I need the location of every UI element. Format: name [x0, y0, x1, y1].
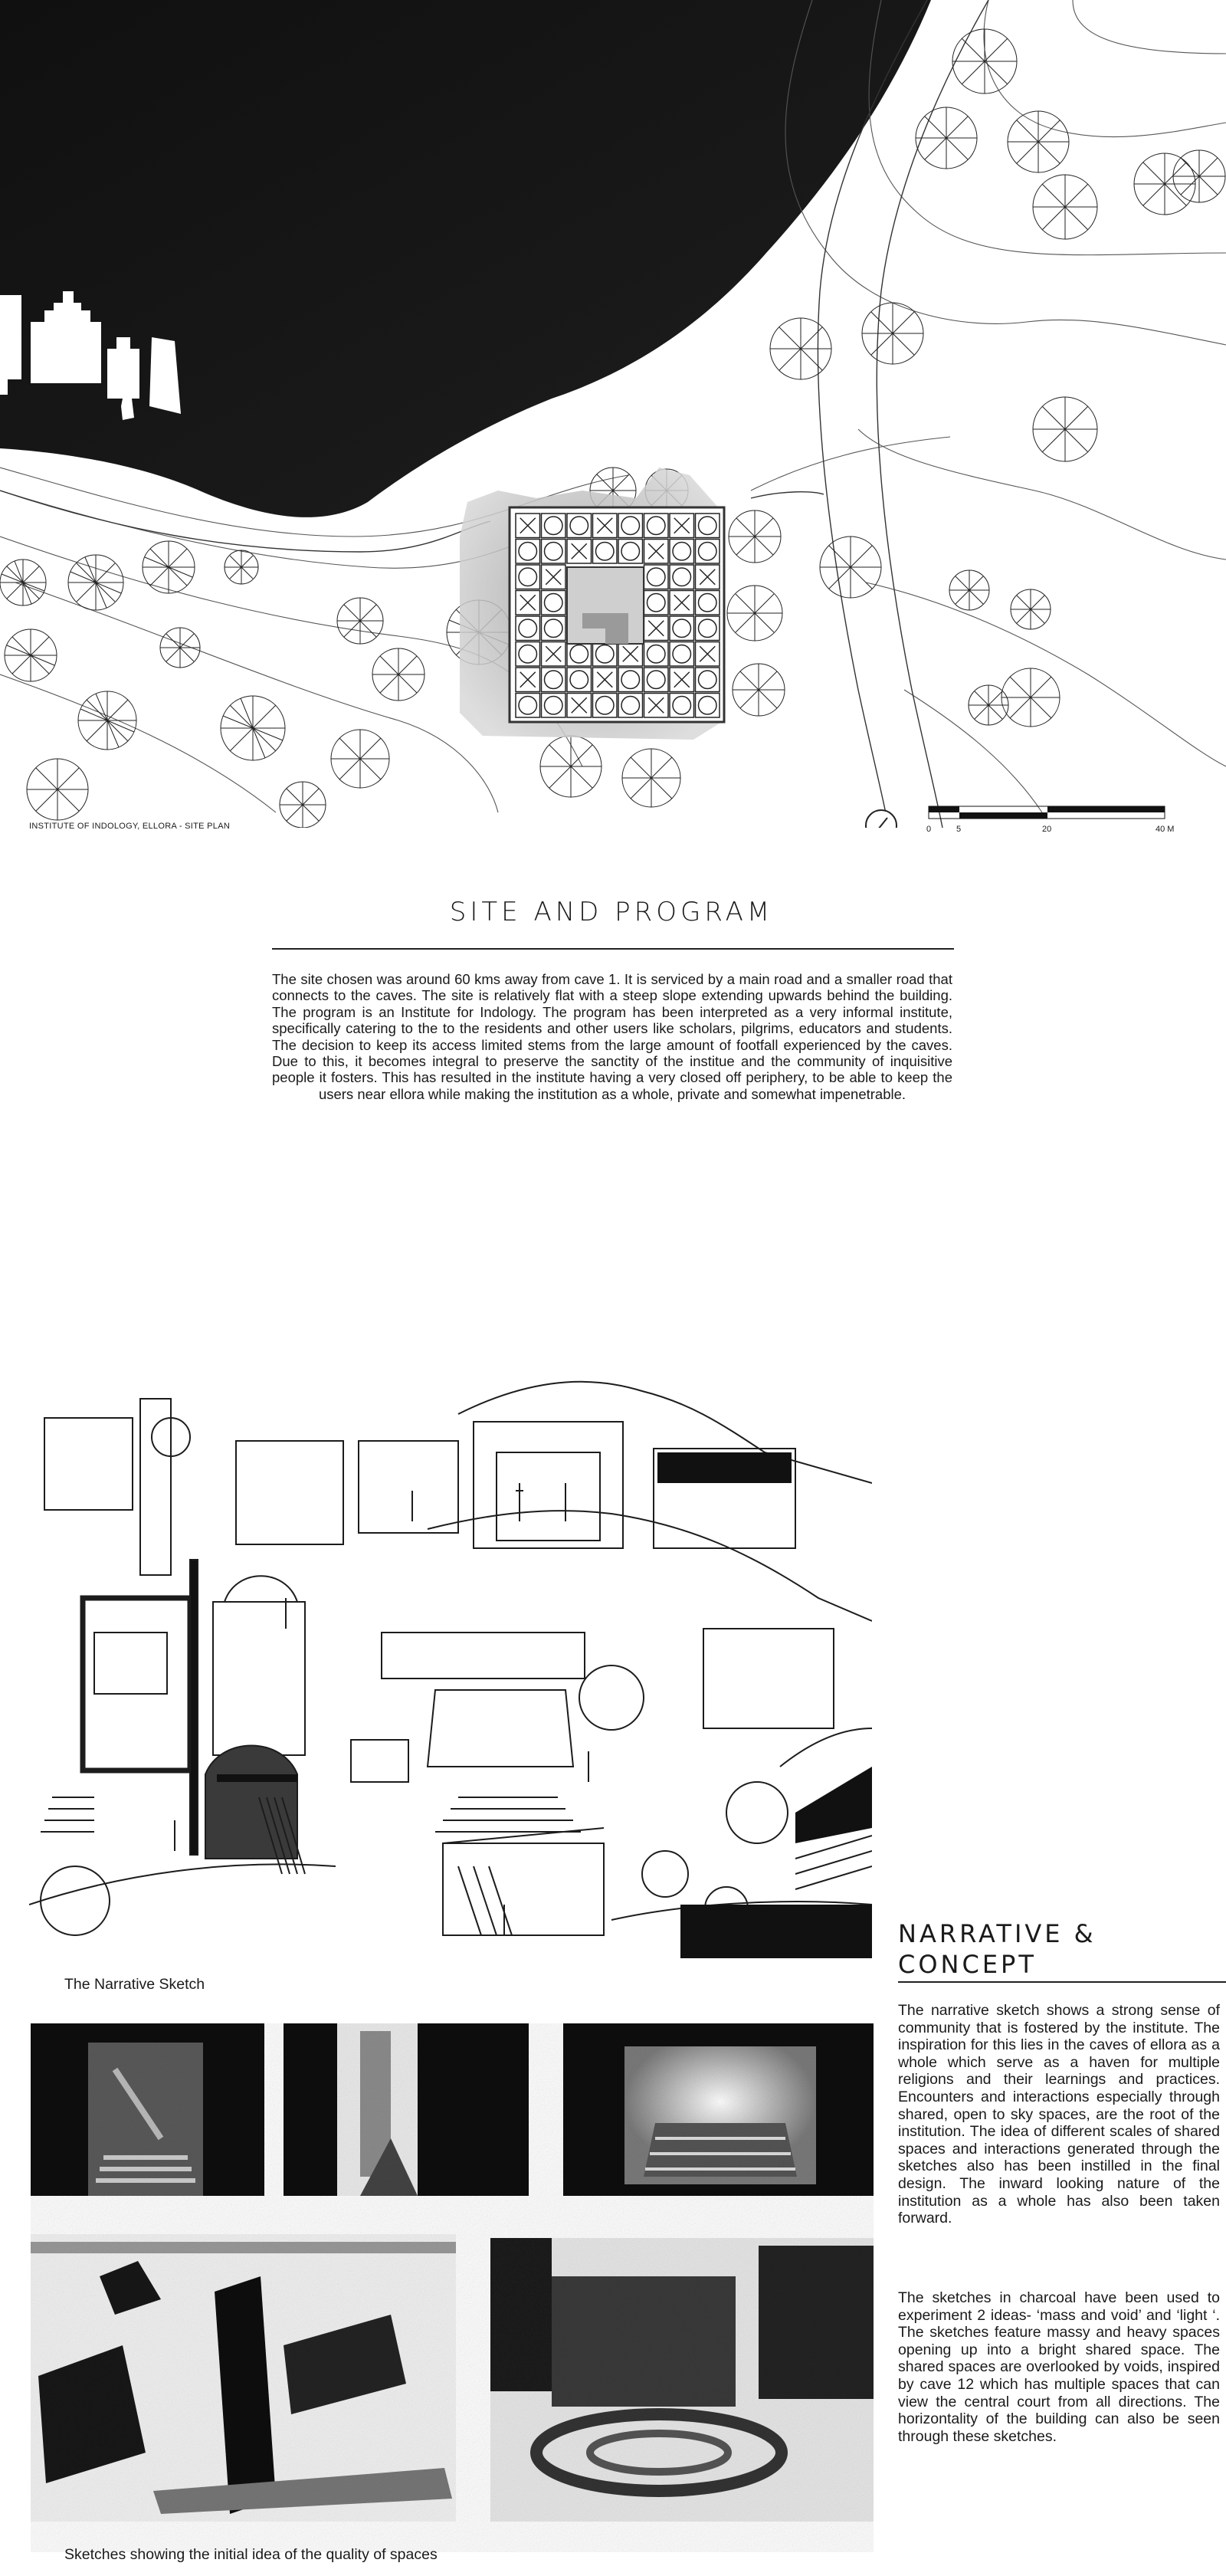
charcoal-sketch-3 [563, 2023, 874, 2196]
site-program-rule [272, 948, 954, 950]
charcoal-sketch-4 [31, 2234, 456, 2522]
charcoal-sketches-svg [31, 2023, 874, 2552]
narrative-title-line2: CONCEPT [898, 1950, 1037, 1979]
charcoal-sketch-1 [31, 2023, 264, 2196]
site-plan-svg [0, 0, 1226, 828]
north-arrow-icon [866, 810, 897, 828]
narrative-paragraph-2: The sketches in charcoal have been used to experiment 2 ideas- ‘mass and void’ and ‘light ‘. The sketches feature massy and heavy spaces opening up into a bright shared space. The shared spaces are overlooked by voids, inspired by cave 12 which has multiple spaces that can view the central court from all directions. The horizontality of the building can also be seen through these sketches. [898, 2289, 1220, 2445]
site-plan-drawing [0, 0, 1226, 834]
scale-label-20: 20 [1042, 825, 1052, 834]
scale-label-0: 0 [926, 825, 932, 834]
narrative-title-line1: NARRATIVE & [898, 1919, 1097, 1948]
charcoal-sketch-5 [490, 2238, 874, 2522]
charcoal-sketches-caption: Sketches showing the initial idea of the quality of spaces [64, 2546, 438, 2563]
site-program-title: SITE AND PROGRAM [449, 897, 774, 927]
site-program-body: The site chosen was around 60 kms away from cave 1. It is serviced by a main road and a smaller road that connects to the caves. The site is relatively flat with a steep slope extending upwards behind the building. The program is an Institute for Indology. The program has been interpreted as a very informal institute, specifically catering to the to the residents and other users like scholars, pilgrims, educators and students. The decision to keep its access limited stems from the large amount of footfall experienced by the caves. Due to this, it becomes integral to preserve the sanctity of the institue and the community of inquisitive people it fosters. This has resulted in the institute having a very closed off periphery, to be able to keep the users near ellora while making the institution as a whole, private and somewhat impenetrable. [272, 971, 952, 1102]
charcoal-sketch-2 [284, 2023, 529, 2196]
site-plan-caption: INSTITUTE OF INDOLOGY, ELLORA - SITE PLAN [29, 822, 231, 831]
narrative-rule [898, 1981, 1226, 1983]
scale-label-40: 40 M [1156, 825, 1175, 834]
narrative-sketch-image [29, 1368, 872, 1958]
charcoal-sketches-image [31, 2023, 874, 2552]
narrative-paragraph-1: The narrative sketch shows a strong sense of community that is fostered by the institute. The inspiration for this lies in the caves of ellora as a whole which serve as a haven for multiple religions and their learnings and practices. Encounters and interactions especially through shared, open to sky spaces, are the root of the institution. The idea of different scales of shared spaces and interactions generated through the sketches also has been instilled in the final design. The inward looking nature of the institution as a whole has also been taken forward. [898, 2002, 1220, 2227]
narrative-sketch-caption: The Narrative Sketch [64, 1976, 205, 1993]
scale-label-5: 5 [956, 825, 962, 834]
building-plan [510, 507, 724, 722]
narrative-sketch-svg [29, 1368, 872, 1958]
scale-bar [929, 806, 1165, 819]
